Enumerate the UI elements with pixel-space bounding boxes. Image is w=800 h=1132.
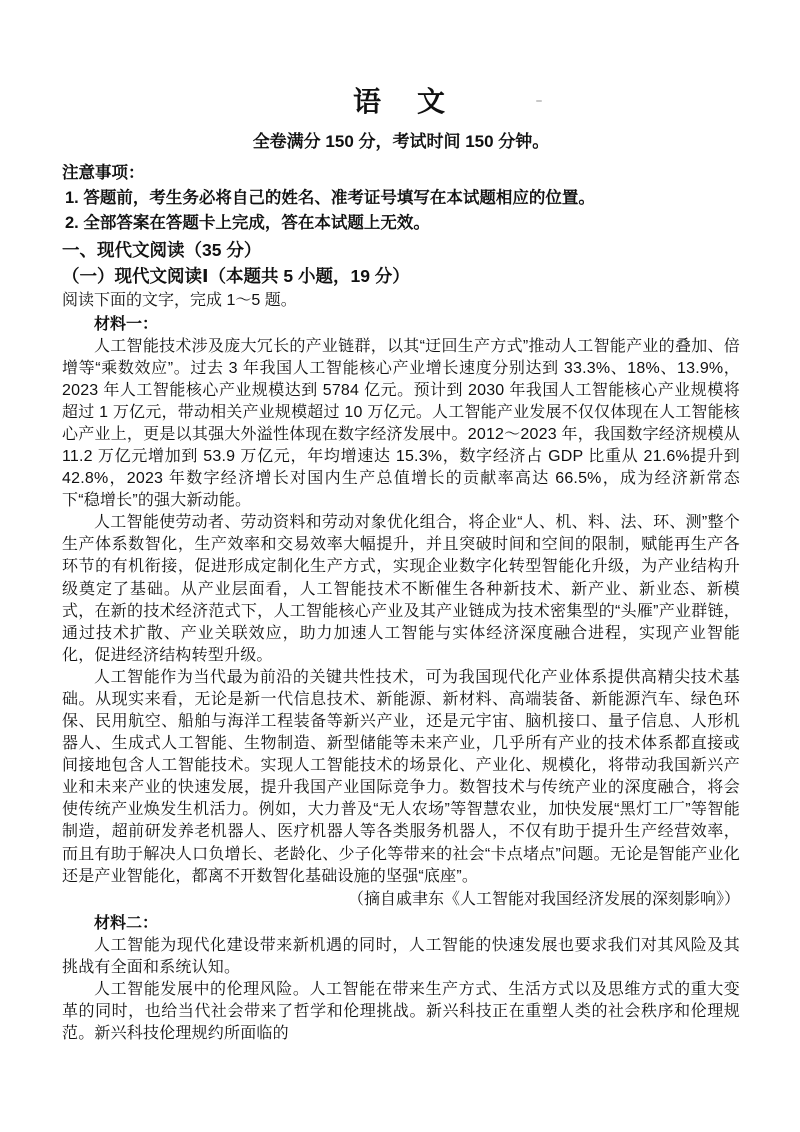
notice-item-1: 1. 答题前，考生务必将自己的姓名、准考证号填写在本试题相应的位置。 (65, 188, 595, 207)
material-2-paragraph-2: 人工智能发展中的伦理风险。人工智能在带来生产方式、生活方式以及思维方式的重大变革的同时，也给当代社会带来了哲学和伦理挑战。新兴科技正在重塑人类的社会秩序和伦理规范。新兴科技伦理规约所面临的 (62, 981, 740, 1043)
notice-item-2: 2. 全部答案在答题卡上完成，答在本试题上无效。 (65, 213, 430, 232)
scan-artifact (536, 100, 542, 102)
material-1-paragraph-3: 人工智能作为当代最为前沿的关键共性技术，可为我国现代化产业体系提供高精尖技术基础。从现实来看，无论是新一代信息技术、新能源、新材料、高端装备、新能源汽车、绿色环保、民用航空、船舶与海洋工程装备等新兴产业，还是元宇宙、脑机接口、量子信息、人形机器人、生成式人工智能、生物制造、新型储能等未来产业，几乎所有产业的技术体系都直接或间接地包含人工智能技术。实现人工智能技术的场景化、产业化、规模化，将带动我国新兴产业和未来产业的快速发展，提升我国产业国际竞争力。数智技术与传统产业的深度融合，将会使传统产业焕发生机活力。例如，大力普及“无人农场”等智慧农业，加快发展“黑灯工厂”等智能制造，超前研发养老机器人、医疗机器人等各类服务机器人，不仅有助于提升生产经营效率，而且有助于解决人口负增长、老龄化、少子化等带来的社会“卡点堵点”问题。无论是智能产业化还是产业智能化，都离不开数智化基础设施的坚强“底座”。 (62, 668, 740, 885)
notice-heading: 注意事项： (62, 163, 145, 182)
material-2-label: 材料二： (94, 914, 159, 932)
subsection-heading-reading-1: （一）现代文阅读Ⅰ（本题共 5 小题，19 分） (62, 266, 410, 287)
material-2-paragraph-1: 人工智能为现代化建设带来新机遇的同时，人工智能的快速发展也要求我们对其风险及其挑战有全面和系统认知。 (62, 936, 740, 976)
page-title: 语 文 (352, 86, 449, 117)
material-1-paragraph-1: 人工智能技术涉及庞大冗长的产业链群，以其“迂回生产方式”推动人工智能产业的叠加、倍增等“乘数效应”。过去 3 年我国人工智能核心产业增长速度分别达到 33.3%、18%、13.9%，2023 年人工智能核心产业规模达到 5784 亿元。预计到 2030 年我国人工智能核心产业规模将超过 1 万亿元，带动相关产业规模超过 10 万亿元。人工智能产业发展不仅仅体现在人工智能核心产业上，更是以其强大外溢性体现在数字经济发展中。2012～2023 年，我国数字经济规模从 11.2 万亿元增加到 53.9 万亿元，年均增速达 15.3%，数字经济占 GDP 比重从 21.6%提升到 42.8%，2023 年数字经济增长对国内生产总值增长的贡献率高达 66.5%，成为经济新常态下“稳增长”的强大新动能。 (62, 337, 740, 510)
section-heading-modern-reading: 一、现代文阅读（35 分） (62, 239, 262, 260)
material-1-attribution: （摘自戚聿东《人工智能对我国经济发展的深刻影响》） (347, 890, 740, 908)
reading-instruction: 阅读下面的文字，完成 1～5 题。 (62, 292, 297, 310)
material-1-label: 材料一： (94, 315, 159, 333)
exam-score-time-info: 全卷满分 150 分，考试时间 150 分钟。 (252, 132, 550, 151)
material-1-paragraph-2: 人工智能使劳动者、劳动资料和劳动对象优化组合，将企业“人、机、料、法、环、测”整个生产体系数智化，生产效率和交易效率大幅提升，并且突破时间和空间的限制，赋能再生产各环节的有机衔接，促进形成定制化生产方式，实现企业数字化转型智能化升级，为产业结构升级奠定了基础。从产业层面看，人工智能技术不断催生各种新技术、新产业、新业态、新模式，在新的技术经济范式下，人工智能核心产业及其产业链成为技术密集型的“头雁”产业群链，通过技术扩散、产业关联效应，助力加速人工智能与实体经济深度融合进程，实现产业智能化，促进经济结构转型升级。 (62, 514, 740, 664)
